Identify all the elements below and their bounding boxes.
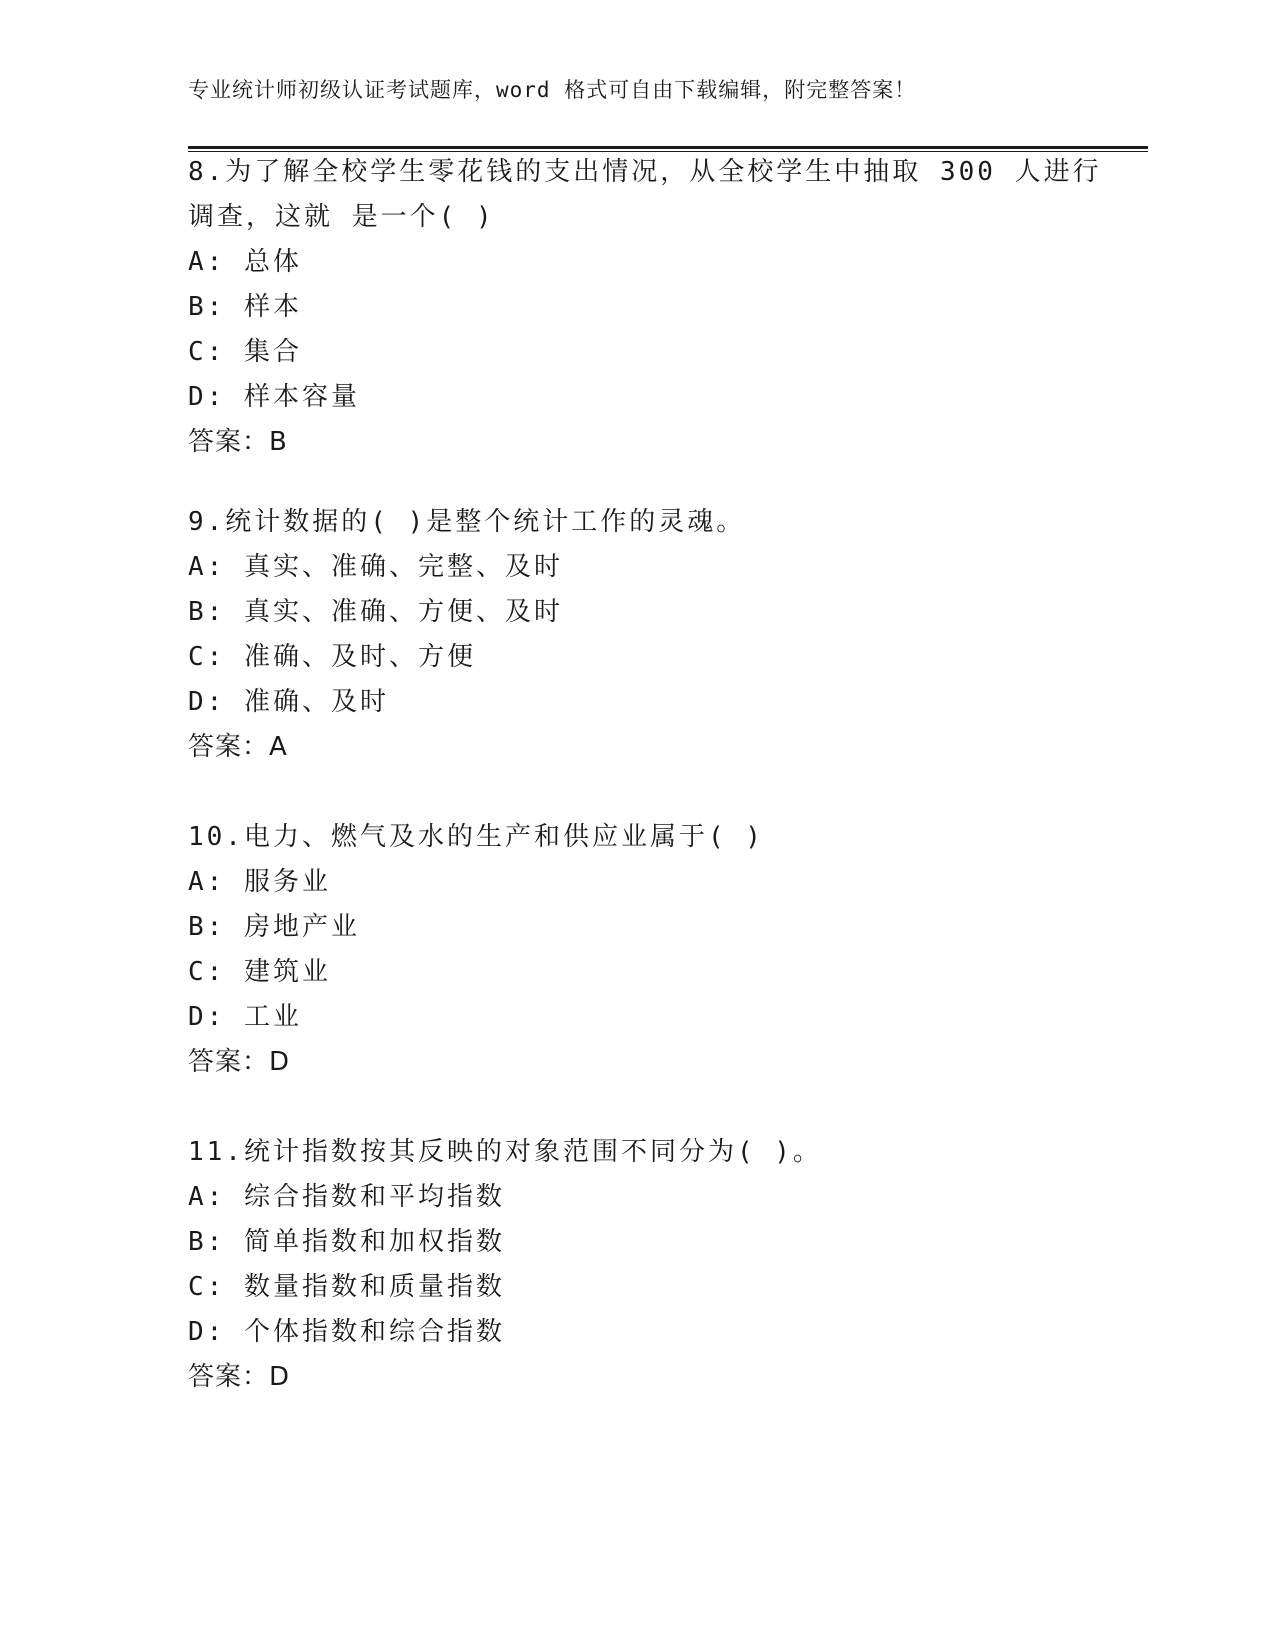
- answer: 答案：B: [188, 427, 288, 457]
- question-8: [188, 150, 1102, 465]
- option-d: D: 个体指数和综合指数: [188, 1317, 505, 1347]
- option-a: A: 综合指数和平均指数: [188, 1182, 505, 1212]
- question-stem: 调查，这就 是一个( ): [188, 202, 495, 232]
- option-d: D: 样本容量: [188, 382, 360, 412]
- question-10: [188, 815, 1088, 1085]
- option-c: C: 数量指数和质量指数: [188, 1272, 505, 1302]
- option-c: C: 建筑业: [188, 957, 331, 987]
- page-header: 专业统计师初级认证考试题库，word 格式可自由下载编辑，附完整答案！: [188, 78, 917, 102]
- option-c: C: 准确、及时、方便: [188, 642, 476, 672]
- question-stem: 10.电力、燃气及水的生产和供应业属于( ): [188, 822, 764, 852]
- option-b: B: 房地产业: [188, 912, 360, 942]
- option-b: B: 样本: [188, 292, 302, 322]
- question-stem: 11.统计指数按其反映的对象范围不同分为( )。: [188, 1137, 822, 1167]
- option-a: A: 服务业: [188, 867, 331, 897]
- answer: 答案：D: [188, 1047, 291, 1077]
- question-9: [188, 500, 1088, 770]
- option-b: B: 真实、准确、方便、及时: [188, 597, 563, 627]
- option-d: D: 工业: [188, 1002, 302, 1032]
- option-a: A: 真实、准确、完整、及时: [188, 552, 563, 582]
- option-a: A: 总体: [188, 247, 302, 277]
- option-c: C: 集合: [188, 337, 302, 367]
- answer: 答案：A: [188, 732, 288, 762]
- option-d: D: 准确、及时: [188, 687, 389, 717]
- question-stem: 9.统计数据的( )是整个统计工作的灵魂。: [188, 507, 746, 537]
- question-11: [188, 1130, 1088, 1400]
- question-stem: 8.为了解全校学生零花钱的支出情况，从全校学生中抽取 300 人进行: [188, 157, 1102, 187]
- answer: 答案：D: [188, 1362, 291, 1392]
- option-b: B: 简单指数和加权指数: [188, 1227, 505, 1257]
